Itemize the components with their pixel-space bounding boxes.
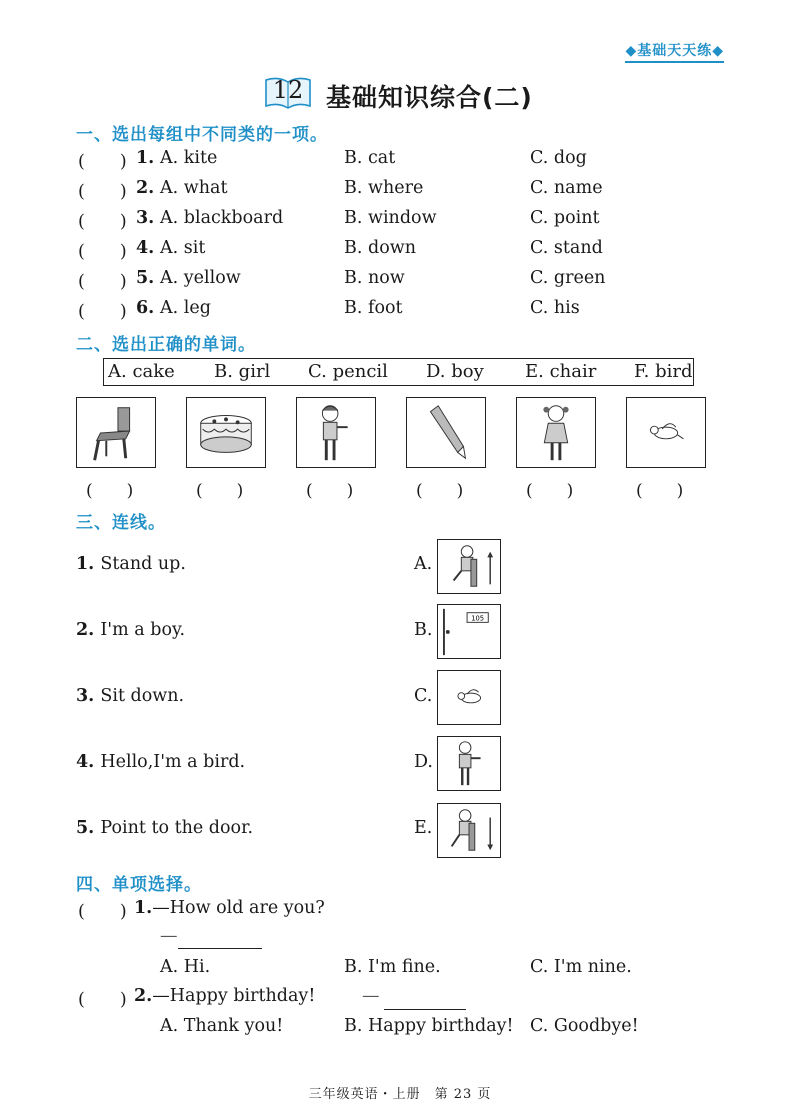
option-a: A. yellow [160,268,241,288]
answer-paren[interactable]: ( ) [78,302,127,322]
option-b: B. cat [344,148,396,168]
bird-icon [627,398,705,467]
answer-paren[interactable]: ( ) [196,481,244,501]
option-b: B. down [344,238,416,258]
match-sentence [76,554,186,574]
sit-down-picture [437,803,501,858]
option-a: A. Hi. [160,957,211,977]
option-a: A. kite [160,148,218,168]
match-sentence [76,818,253,838]
page-title: 基础知识综合(二) [326,83,533,112]
boy-icon [297,398,375,467]
sit-down-icon [438,804,500,857]
option-b: B. window [344,208,437,228]
option-b: B. foot [344,298,403,318]
section-heading-3: 三、连线。 [76,513,166,533]
bird-icon [438,671,500,724]
girl-picture [516,397,596,468]
option-a: A. Thank you! [160,1016,284,1036]
question-number: 5. [136,268,155,288]
boy-picture [296,397,376,468]
option-a: A. sit [160,238,206,258]
answer-paren[interactable]: ( ) [78,182,127,202]
match-option-label: E. [414,818,433,838]
option-c: C. green [530,268,606,288]
answer-blank[interactable] [178,947,262,949]
section-heading-4: 四、单项选择。 [76,875,202,895]
question-number: 2. [136,178,155,198]
question-text: —Happy birthday! [152,986,316,1006]
option-a: A. what [160,178,228,198]
bird-match-picture [437,670,501,725]
question-number: 6. [136,298,155,318]
answer-paren[interactable]: ( ) [86,481,134,501]
option-b: B. now [344,268,405,288]
match-sentence [76,620,185,640]
question-number: 3. [136,208,155,228]
match-text: Sit down. [100,686,185,706]
option-c: C. his [530,298,580,318]
question-number: 4. [136,238,155,258]
question-text: —How old are you? [152,898,325,918]
answer-paren[interactable]: ( ) [306,481,354,501]
answer-paren[interactable]: ( ) [526,481,574,501]
cake-icon [187,398,265,467]
stand-up-icon [438,540,500,593]
stand-up-picture [437,539,501,594]
match-text: I'm a boy. [100,620,186,640]
lesson-badge [262,74,314,112]
question-number: 1. [134,898,153,918]
cake-picture [186,397,266,468]
option-b: B. where [344,178,424,198]
answer-paren[interactable]: ( ) [78,242,127,262]
option-c: C. stand [530,238,603,258]
option-b: B. I'm fine. [344,957,441,977]
word-option: F. bird [634,361,693,382]
answer-paren[interactable]: ( ) [78,990,127,1010]
match-number: 4. [76,752,101,772]
answer-paren[interactable]: ( ) [78,902,127,922]
word-option: C. pencil [308,361,388,382]
boy-match-picture [437,736,501,791]
door-icon [438,605,500,658]
match-text: Stand up. [100,554,186,574]
match-text: Hello,I'm a bird. [100,752,246,772]
match-option-label: D. [414,752,433,772]
option-a: A. blackboard [160,208,284,228]
match-number: 3. [76,686,101,706]
match-option-label: B. [414,620,433,640]
pencil-picture [406,397,486,468]
question-2 [134,986,315,1006]
answer-blank[interactable] [384,1008,466,1010]
word-bank [103,358,694,386]
option-c: C. name [530,178,603,198]
question-number: 1. [136,148,155,168]
option-c: C. Goodbye! [530,1016,639,1036]
word-option: B. girl [214,361,271,382]
option-b: B. Happy birthday! [344,1016,514,1036]
question-number: 2. [134,986,153,1006]
boy-icon [438,737,500,790]
pencil-icon [407,398,485,467]
word-option: D. boy [426,361,484,382]
match-sentence [76,686,184,706]
lesson-number: 12 [272,76,304,104]
match-option-label: A. [414,554,433,574]
girl-icon [517,398,595,467]
option-c: C. I'm nine. [530,957,632,977]
answer-paren[interactable]: ( ) [78,272,127,292]
door-picture [437,604,501,659]
dash: — [160,926,178,946]
section-heading-2: 二、选出正确的单词。 [76,335,256,355]
section-heading-1: 一、选出每组中不同类的一项。 [76,125,328,145]
question-1 [134,898,325,918]
match-text: Point to the door. [100,818,254,838]
door-number: 105 [471,614,485,623]
word-option: E. chair [525,361,597,382]
option-c: C. dog [530,148,587,168]
chair-picture [76,397,156,468]
series-label: ◆基础天天练◆ [625,40,724,63]
match-sentence [76,752,245,772]
bird-picture [626,397,706,468]
match-number: 1. [76,554,101,574]
option-a: A. leg [160,298,211,318]
dash: — [362,986,380,1006]
chair-icon [77,398,155,467]
answer-paren[interactable]: ( ) [78,212,127,232]
answer-paren[interactable]: ( ) [636,481,684,501]
answer-paren[interactable]: ( ) [416,481,464,501]
match-option-label: C. [414,686,433,706]
option-c: C. point [530,208,600,228]
word-option: A. cake [108,361,175,382]
page-footer: 三年级英语・上册 第 23 页 [308,1087,492,1102]
match-number: 5. [76,818,101,838]
answer-paren[interactable]: ( ) [78,152,127,172]
match-number: 2. [76,620,101,640]
